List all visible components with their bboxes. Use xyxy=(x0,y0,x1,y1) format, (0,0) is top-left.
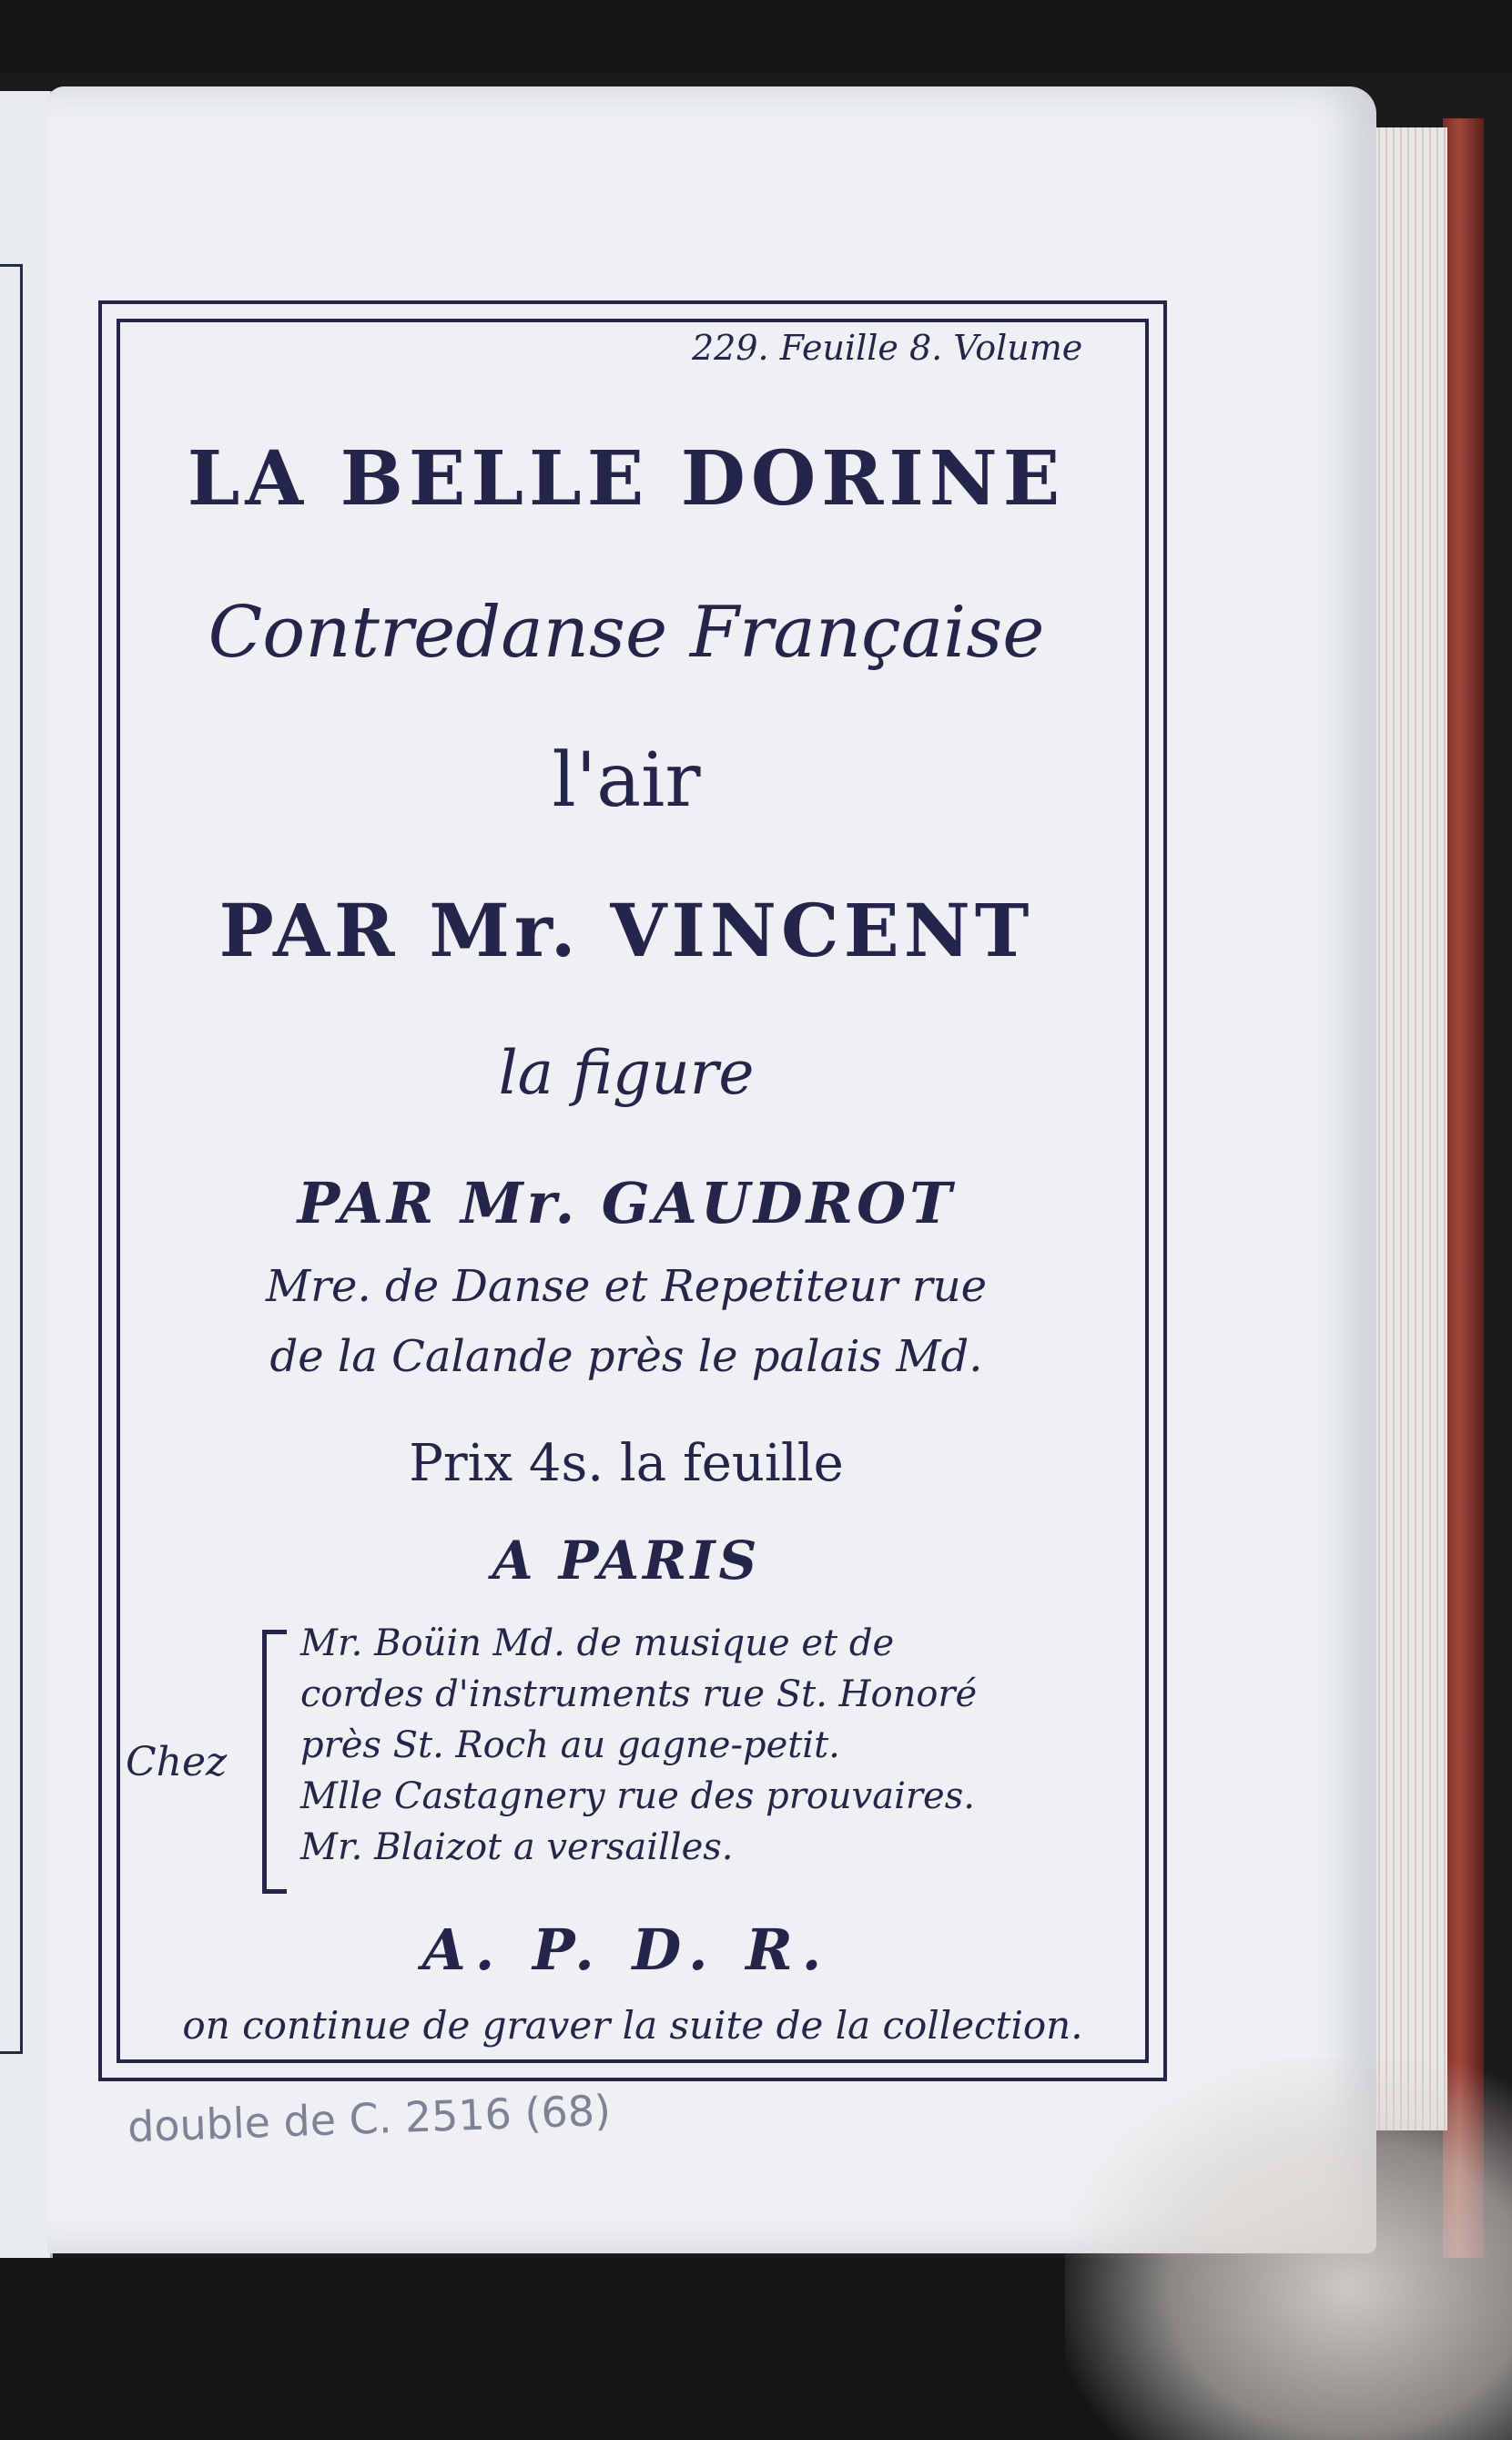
main-title: LA BELLE DORINE xyxy=(187,435,1066,523)
seller-line: Mr. Blaizot a versailles. xyxy=(300,1826,734,1868)
footer-note: on continue de graver la suite de la collection. xyxy=(182,2003,1083,2048)
choreographer-description-2: de la Calande près le palais Md. xyxy=(269,1331,983,1382)
price-line: Prix 4s. la feuille xyxy=(409,1434,844,1493)
seller-line: cordes d'instruments rue St. Honoré xyxy=(300,1673,978,1715)
sellers-label: Chez xyxy=(126,1739,228,1785)
seller-line: près St. Roch au gagne-petit. xyxy=(300,1724,840,1766)
page-edges xyxy=(1365,127,1447,2130)
figure-line: la figure xyxy=(498,1038,755,1108)
choreographer-line: PAR Mr. GAUDROT xyxy=(297,1170,956,1236)
pencil-annotation: double de C. 2516 (68) xyxy=(127,2085,612,2152)
air-line: l'air xyxy=(552,737,701,824)
seller-line: Mr. Boüin Md. de musique et de xyxy=(300,1622,895,1664)
privilege-line: A. P. D. R. xyxy=(421,1916,831,1983)
seller-line: Mlle Castagnery rue des prouvaires. xyxy=(300,1775,975,1817)
volume-note: 229. Feuille 8. Volume xyxy=(692,328,1083,368)
subtitle: Contredanse Française xyxy=(208,592,1045,674)
sellers-bracket xyxy=(262,1630,287,1894)
composer-line: PAR Mr. VINCENT xyxy=(218,888,1034,973)
left-page-ruled-border xyxy=(0,264,23,2054)
photo-glare xyxy=(1065,2058,1512,2440)
city-line: A PARIS xyxy=(492,1530,761,1591)
book-spine xyxy=(1443,118,1484,2258)
choreographer-description-1: Mre. de Danse et Repetiteur rue xyxy=(265,1261,988,1312)
